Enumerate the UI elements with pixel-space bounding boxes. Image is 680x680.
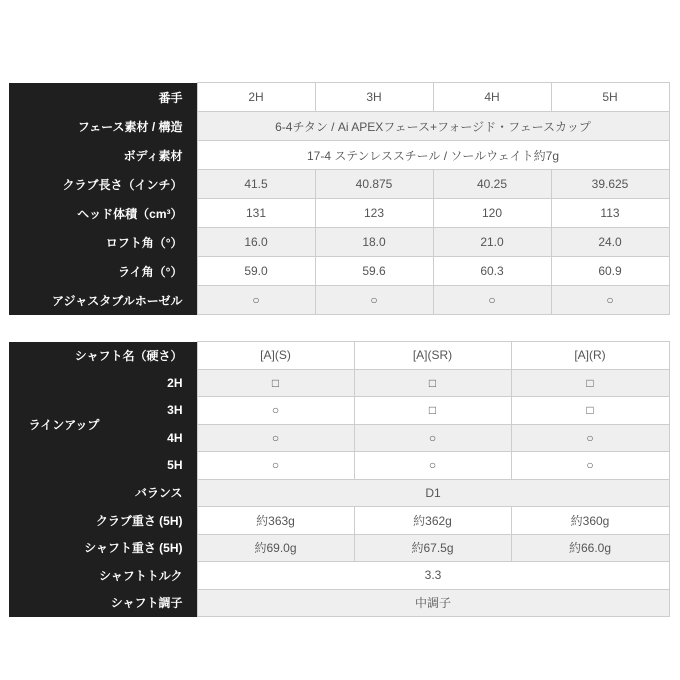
lineup-2h-sr-square-mark: □ [354,369,511,397]
shaft-weight-sr: 約67.5g [354,534,511,562]
lineup-2h-r-square-mark: □ [511,369,669,397]
loft-angle-2h: 16.0 [197,228,315,257]
table-row-body-material [9,141,669,170]
row-label-club-length: クラブ長さ（インチ） [9,170,197,199]
club-weight-s: 約363g [197,507,354,535]
table-row-head-volume [9,199,669,228]
head-volume-2h: 131 [197,199,315,228]
row-label-lineup-4h: 4H [119,424,197,452]
face-material-value: 6-4チタン / Ai APEXフェース+フォージド・フェースカップ [197,112,669,141]
lineup-3h-s-circle-mark: ○ [197,397,354,425]
row-label-lineup-5h: 5H [119,452,197,480]
shaft-spec-table [9,341,670,617]
table-row-adjustable-hosel [9,286,669,315]
row-label-shaft-weight: シャフト重さ (5H) [9,534,197,562]
table-row-club-weight [9,507,669,535]
row-label-lineup-3h: 3H [119,397,197,425]
club-length-2h: 41.5 [197,170,315,199]
club-number-5h: 5H [551,83,669,112]
adjustable-hosel-2h-circle-mark: ○ [197,286,315,315]
lineup-4h-sr-circle-mark: ○ [354,424,511,452]
club-length-3h: 40.875 [315,170,433,199]
table-row-lie-angle [9,257,669,286]
shaft-weight-r: 約66.0g [511,534,669,562]
head-volume-5h: 113 [551,199,669,228]
lineup-4h-s-circle-mark: ○ [197,424,354,452]
club-length-4h: 40.25 [433,170,551,199]
table-row-face-material [9,112,669,141]
lie-angle-3h: 59.6 [315,257,433,286]
adjustable-hosel-5h-circle-mark: ○ [551,286,669,315]
row-label-lineup-2h: 2H [119,369,197,397]
table-row-club-number [9,83,669,112]
loft-angle-3h: 18.0 [315,228,433,257]
row-label-club-weight: クラブ重さ (5H) [9,507,197,535]
lie-angle-4h: 60.3 [433,257,551,286]
adjustable-hosel-4h-circle-mark: ○ [433,286,551,315]
row-label-shaft-name: シャフト名（硬さ） [9,342,197,370]
table-row-club-length [9,170,669,199]
body-material-value: 17-4 ステンレススチール / ソールウェイト約7g [197,141,669,170]
lie-angle-5h: 60.9 [551,257,669,286]
table-row-lineup-2h [9,369,669,397]
table-row-shaft-name [9,342,669,370]
head-volume-4h: 120 [433,199,551,228]
row-label-balance: バランス [9,479,197,507]
adjustable-hosel-3h-circle-mark: ○ [315,286,433,315]
table-row-loft-angle [9,228,669,257]
shaft-flex-s: [A](S) [197,342,354,370]
lineup-2h-s-square-mark: □ [197,369,354,397]
head-volume-3h: 123 [315,199,433,228]
table-row-shaft-kickpoint [9,589,669,617]
club-length-5h: 39.625 [551,170,669,199]
table-row-shaft-torque [9,562,669,590]
lineup-4h-r-circle-mark: ○ [511,424,669,452]
lineup-3h-sr-square-mark: □ [354,397,511,425]
shaft-weight-s: 約69.0g [197,534,354,562]
row-label-face-material: フェース素材 / 構造 [9,112,197,141]
table-row-shaft-weight [9,534,669,562]
row-label-club-number: 番手 [9,83,197,112]
lineup-5h-sr-circle-mark: ○ [354,452,511,480]
club-number-2h: 2H [197,83,315,112]
club-spec-table [9,82,670,315]
row-label-lie-angle: ライ角（°） [9,257,197,286]
lineup-3h-r-square-mark: □ [511,397,669,425]
row-label-shaft-kickpoint: シャフト調子 [9,589,197,617]
club-weight-r: 約360g [511,507,669,535]
lineup-5h-r-circle-mark: ○ [511,452,669,480]
row-label-head-volume: ヘッド体積（cm³） [9,199,197,228]
lie-angle-2h: 59.0 [197,257,315,286]
club-number-3h: 3H [315,83,433,112]
shaft-flex-sr: [A](SR) [354,342,511,370]
row-label-body-material: ボディ素材 [9,141,197,170]
row-label-loft-angle: ロフト角（°） [9,228,197,257]
shaft-flex-r: [A](R) [511,342,669,370]
shaft-kickpoint-value: 中調子 [197,589,669,617]
lineup-5h-s-circle-mark: ○ [197,452,354,480]
club-weight-sr: 約362g [354,507,511,535]
row-label-lineup: ラインアップ [9,369,119,479]
loft-angle-4h: 21.0 [433,228,551,257]
row-label-shaft-torque: シャフトトルク [9,562,197,590]
loft-angle-5h: 24.0 [551,228,669,257]
shaft-torque-value: 3.3 [197,562,669,590]
club-number-4h: 4H [433,83,551,112]
table-row-balance [9,479,669,507]
balance-value: D1 [197,479,669,507]
row-label-adjustable-hosel: アジャスタブルホーゼル [9,286,197,315]
